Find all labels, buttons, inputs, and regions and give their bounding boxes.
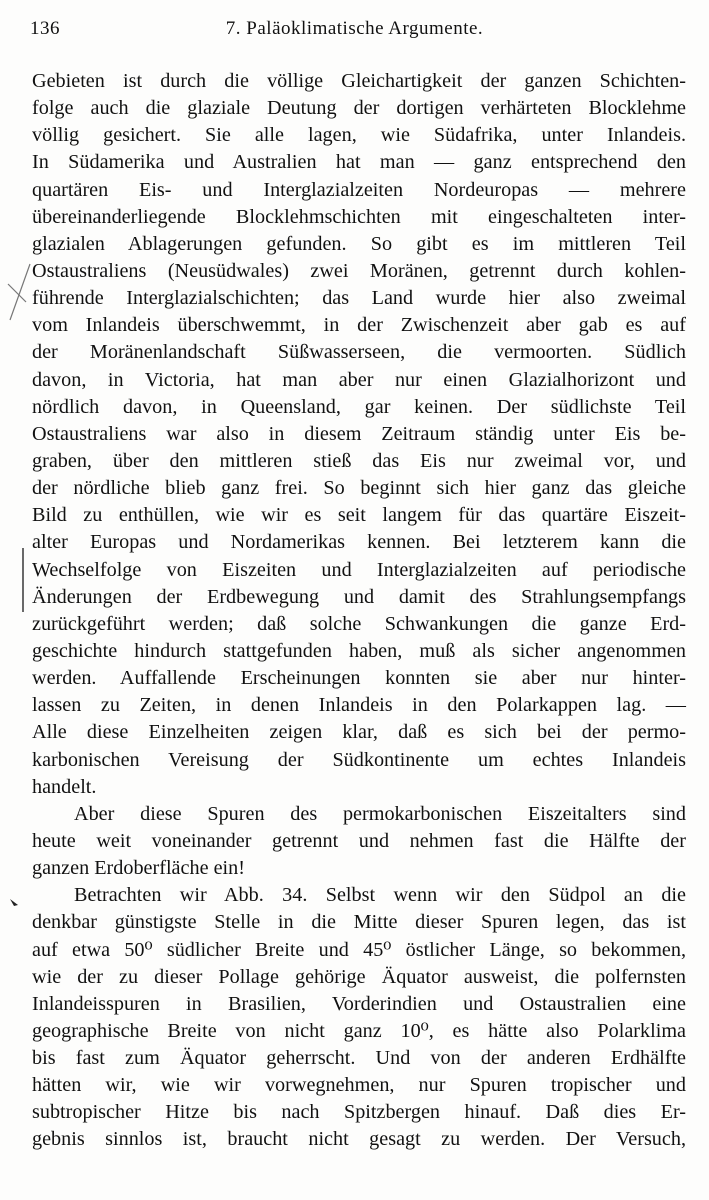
text-line: der Moränenlandschaft Süßwasserseen, die vermoorten. Südlich: [32, 341, 686, 364]
text-line: graben, über den mittleren stieß das Eis nur zweimal vor, und: [32, 449, 686, 472]
page-number: 136: [30, 18, 60, 39]
paragraph: [32, 68, 686, 801]
text-line: Ostaustraliens (Neusüdwales) zwei Moränen, getrennt durch kohlen-: [32, 259, 686, 282]
text-line: Betrachten wir Abb. 34. Selbst wenn wir den Südpol an die: [74, 884, 686, 907]
paragraph: [32, 882, 686, 1153]
text-line: gebnis sinnlos ist, braucht nicht gesagt zu werden. Der Versuch,: [32, 1128, 686, 1151]
text-line: zurückgeführt werden; daß solche Schwankungen die ganze Erd-: [32, 612, 686, 635]
text-line: subtropischer Hitze bis nach Spitzbergen hinauf. Daß dies Er-: [32, 1101, 686, 1124]
text-line: Aber diese Spuren des permokarbonischen Eiszeitalters sind: [74, 802, 686, 825]
text-line: geographische Breite von nicht ganz 10⁰, es hätte also Polarklima: [32, 1019, 686, 1042]
text-line: der nördliche blieb ganz frei. So beginnt sich hier ganz das gleiche: [32, 477, 686, 500]
text-line: auf etwa 50⁰ südlicher Breite und 45⁰ östlicher Länge, so bekommen,: [32, 938, 686, 961]
pencil-x-icon: [4, 262, 34, 322]
text-line: Änderungen der Erdbewegung und damit des Strahlungsempfangs: [32, 585, 686, 608]
text-line: werden. Auffallende Erscheinungen konnten sie aber nur hinter-: [32, 667, 686, 690]
text-line: lassen zu Zeiten, in denen Inlandeis in den Polarkappen lag. —: [32, 694, 686, 717]
text-line: nördlich davon, in Queensland, gar keinen. Der südlichste Teil: [32, 395, 686, 418]
pencil-vertical-icon: [20, 548, 26, 612]
text-line: wie der zu dieser Pollage gehörige Äquator ausweist, die polfernsten: [32, 965, 686, 988]
text-line: Gebieten ist durch die völlige Gleichartigkeit der ganzen Schichten-: [32, 70, 686, 92]
text-line: Ostaustraliens war also in diesem Zeitraum ständig unter Eis be-: [32, 422, 686, 445]
text-line: heute weit voneinander getrennt und nehmen fast die Hälfte der: [32, 829, 686, 852]
text-line: vom Inlandeis überschwemmt, in der Zwischenzeit aber gab es auf: [32, 314, 686, 337]
text-line: Bild zu enthüllen, wie wir es seit langem für das quartäre Eiszeit-: [32, 504, 686, 527]
text-line: ganzen Erdoberfläche ein!: [32, 857, 245, 880]
text-line: völlig gesichert. Sie alle lagen, wie Südafrika, unter Inlandeis.: [32, 124, 686, 147]
text-line: hätten wir, wie wir vorwegnehmen, nur Spuren tropischer und: [32, 1074, 686, 1097]
text-line: quartären Eis- und Interglazialzeiten Nordeuropas — mehrere: [32, 178, 686, 201]
text-line: geschichte hindurch stattgefunden haben, muß als sicher angenommen: [32, 639, 686, 662]
body-text: [32, 68, 686, 1154]
text-line: folge auch die glaziale Deutung der dortigen verhärteten Blocklehme: [32, 97, 686, 120]
text-line: handelt.: [32, 775, 97, 798]
text-line: karbonischen Vereisung der Südkontinente um echtes Inlandeis: [32, 748, 686, 771]
text-line: glazialen Ablagerungen gefunden. So gibt es im mittleren Teil: [32, 232, 686, 255]
ink-dot-icon: [8, 896, 20, 908]
running-head: [30, 18, 679, 42]
text-line: übereinanderliegende Blocklehmschichten mit eingeschalteten inter-: [32, 205, 686, 228]
text-line: Alle diese Einzelheiten zeigen klar, daß es sich bei der permo-: [32, 721, 686, 744]
text-line: führende Interglazialschichten; das Land wurde hier also zweimal: [32, 287, 686, 310]
text-line: alter Europas und Nordamerikas kennen. Bei letzterem kann die: [32, 531, 686, 554]
text-line: davon, in Victoria, hat man aber nur einen Glazialhorizont und: [32, 368, 686, 391]
paragraph: [32, 801, 686, 882]
text-line: denkbar günstigste Stelle in die Mitte dieser Spuren legen, das ist: [32, 911, 686, 934]
text-line: In Südamerika und Australien hat man — ganz entsprechend den: [32, 151, 686, 174]
text-line: Wechselfolge von Eiszeiten und Interglazialzeiten auf periodische: [32, 558, 686, 581]
text-line: bis fast zum Äquator geherrscht. Und von der anderen Erdhälfte: [32, 1047, 686, 1070]
text-line: Inlandeisspuren in Brasilien, Vorderindien und Ostaustralien eine: [32, 992, 686, 1015]
chapter-title: 7. Paläoklimatische Argumente.: [225, 18, 484, 39]
